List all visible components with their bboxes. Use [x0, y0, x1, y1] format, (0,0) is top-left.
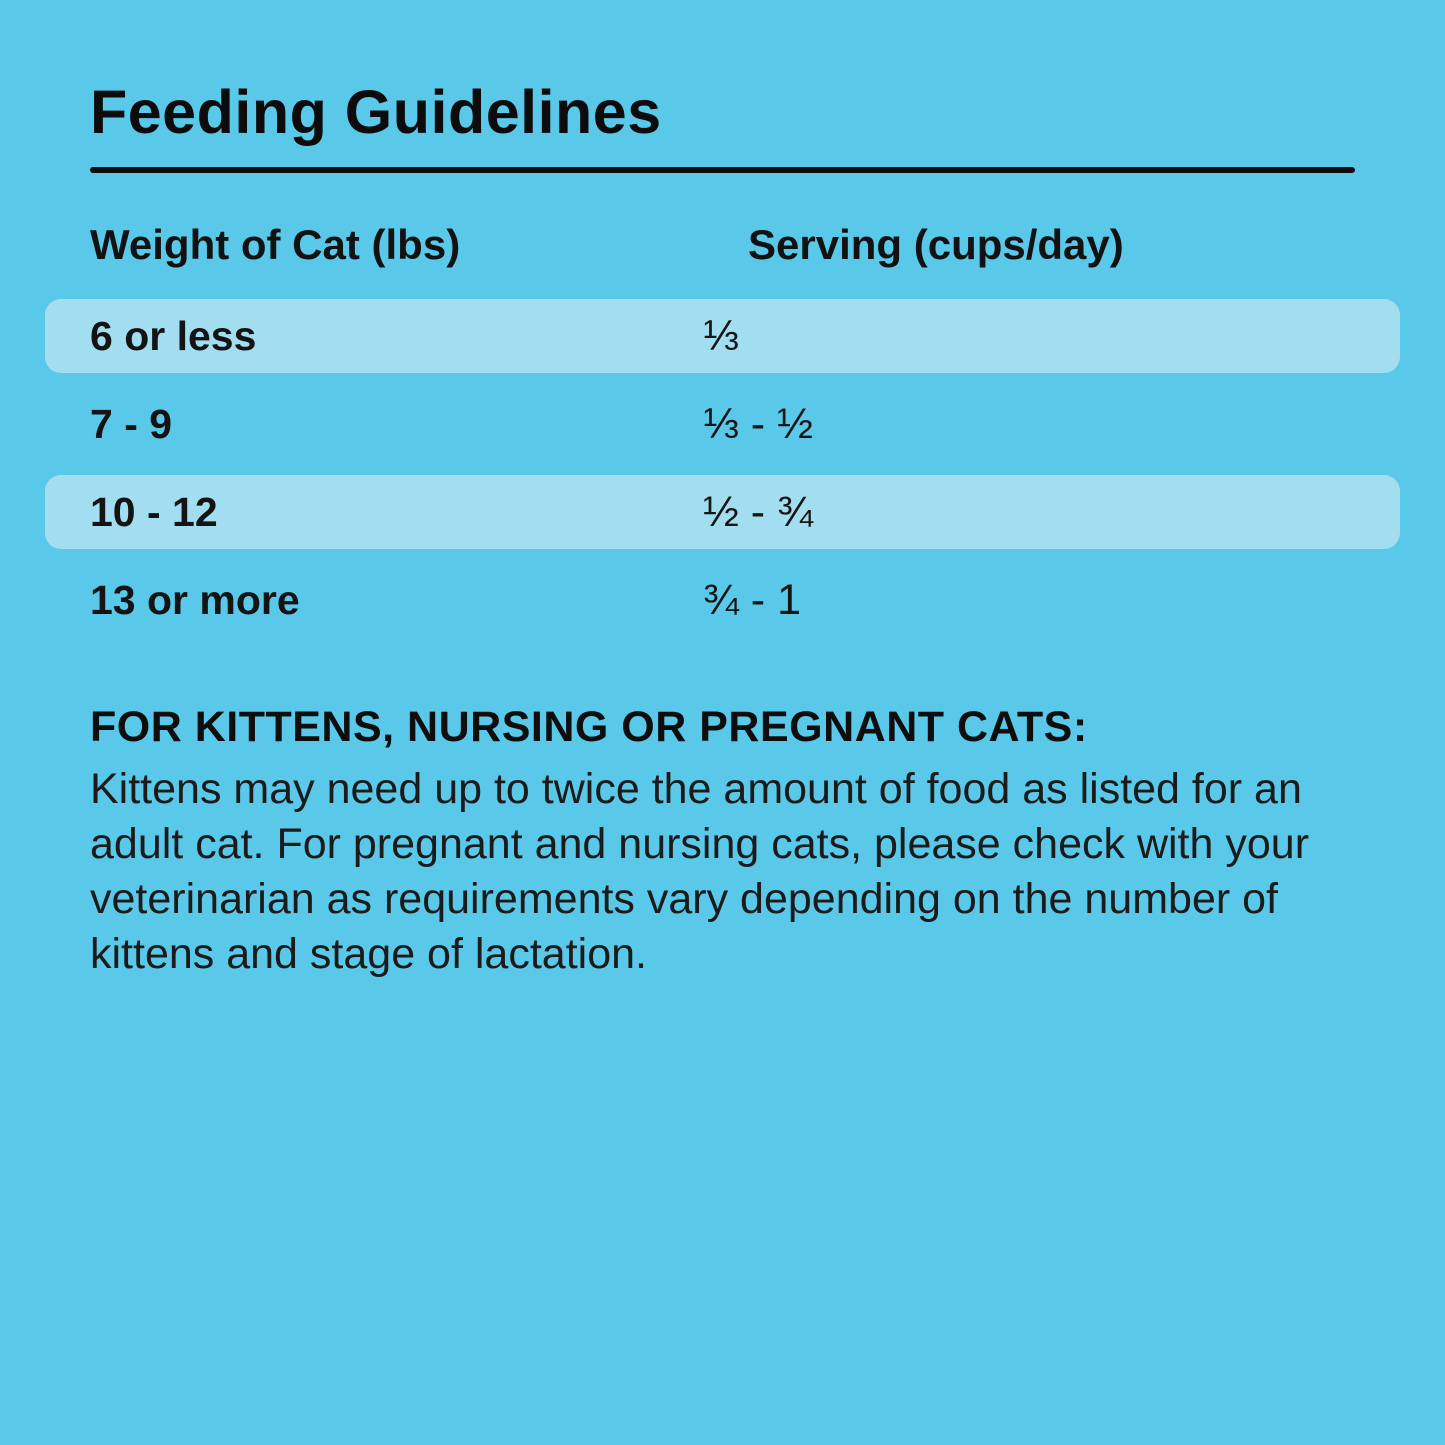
weight-cell: 10 - 12: [90, 488, 218, 535]
note-body: Kittens may need up to twice the amount of food as listed for an adult cat. For pregnant and nursing cats, please check with your veterinarian as requirements vary depending on the number of kittens and stage of lactation.: [90, 765, 1310, 979]
table-row: [45, 299, 1400, 373]
column-header-serving: Serving (cups/day): [748, 221, 1124, 268]
serving-cell: ⅓: [703, 311, 739, 360]
serving-cell: ⅓ - ½: [703, 399, 813, 448]
kittens-note: [90, 703, 1320, 982]
table-header-row: [90, 221, 1445, 269]
column-header-weight: Weight of Cat (lbs): [90, 221, 461, 268]
table-row: [45, 387, 1400, 461]
table-row: [45, 563, 1400, 637]
title-divider: [90, 167, 1355, 173]
page-title: Feeding Guidelines: [90, 78, 662, 146]
table-row: [45, 475, 1400, 549]
weight-cell: 13 or more: [90, 576, 300, 623]
weight-cell: 6 or less: [90, 312, 257, 359]
weight-cell: 7 - 9: [90, 400, 173, 447]
note-heading: FOR KITTENS, NURSING OR PREGNANT CATS:: [90, 703, 1088, 751]
serving-cell: ½ - ¾: [703, 487, 813, 536]
table-body: [0, 299, 1445, 637]
serving-cell: ¾ - 1: [703, 575, 801, 624]
feeding-table: [0, 221, 1445, 637]
